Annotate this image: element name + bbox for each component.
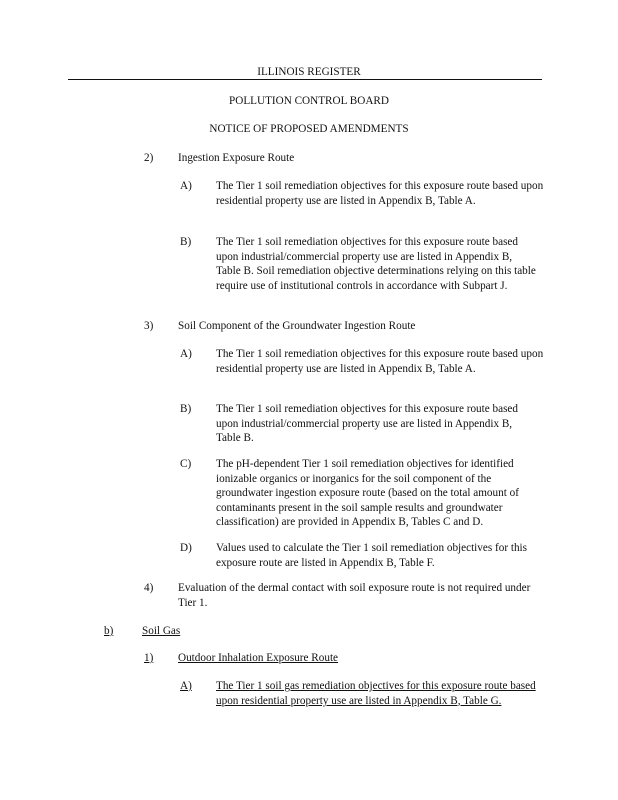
board-title: POLLUTION CONTROL BOARD [229,95,389,107]
item-number: 3) [144,320,154,332]
header-rule [68,79,542,80]
paragraph: The Tier 1 soil gas remediation objectives for this exposure route based upon residential property use are listed in Appendix B, Table G. [216,680,536,707]
paragraph: Evaluation of the dermal contact with soil exposure route is not required under Tier 1. [178,582,531,609]
item-number: B) [180,403,192,415]
subsection-letter: b) [104,625,114,637]
paragraph: The Tier 1 soil remediation objectives for this exposure route based upon residential property use are listed in Appendix B, Table A. [216,348,544,375]
subsection-heading: Soil Gas [142,625,181,637]
section-heading: Ingestion Exposure Route [178,152,295,164]
item-number: A) [180,180,192,192]
register-title: ILLINOIS REGISTER [257,66,361,78]
item-number: 1) [144,652,154,664]
item-number: C) [180,458,192,470]
notice-title: NOTICE OF PROPOSED AMENDMENTS [209,123,409,135]
paragraph: The Tier 1 soil remediation objectives for this exposure route based upon residential property use are listed in Appendix B, Table A. [216,180,544,207]
section-heading: Outdoor Inhalation Exposure Route [178,652,339,664]
item-number: A) [180,348,192,360]
paragraph: The Tier 1 soil remediation objectives for this exposure route based upon industrial/commercial property use are listed in Appendix B, Table B. Soil remediation objective determinations relying on this table require use of institutional controls in accordance with Subpart J. [216,236,536,292]
item-number: 4) [144,582,154,594]
section-heading: Soil Component of the Groundwater Ingestion Route [178,320,416,332]
item-number: 2) [144,152,154,164]
paragraph: The pH-dependent Tier 1 soil remediation objectives for identified ionizable organics or inorganics for the soil component of the groundwater ingestion exposure route (based on the total amount of contaminants present in the soil sample results and groundwater classification) are provided in Appendix B, Tables C and D. [216,458,519,529]
paragraph: Values used to calculate the Tier 1 soil remediation objectives for this exposure route are listed in Appendix B, Table F. [216,542,528,569]
item-number: D) [180,542,192,554]
item-number: A) [180,680,192,692]
item-number: B) [180,236,192,248]
paragraph: The Tier 1 soil remediation objectives for this exposure route based upon industrial/commercial property use are listed in Appendix B, Table B. [216,403,518,445]
